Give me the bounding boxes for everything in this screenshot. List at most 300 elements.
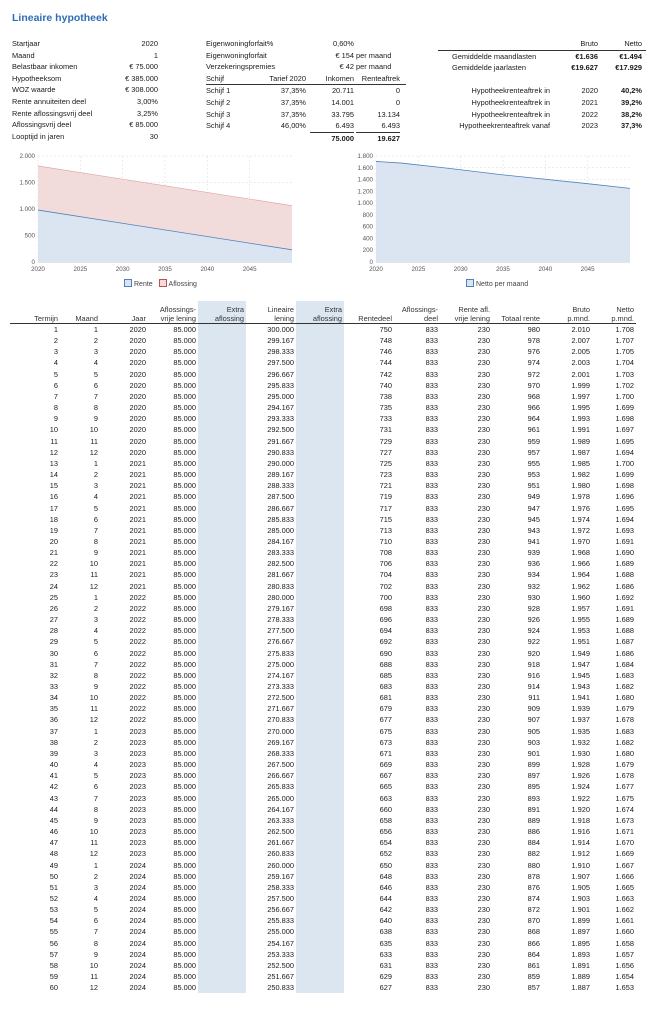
table-cell: 85.000 bbox=[173, 838, 196, 848]
table-cell: 262.500 bbox=[267, 827, 294, 837]
table-cell[interactable] bbox=[198, 670, 246, 681]
table-cell[interactable] bbox=[198, 592, 246, 603]
table-cell[interactable] bbox=[296, 581, 344, 592]
table-cell[interactable] bbox=[198, 949, 246, 960]
table-cell: 48 bbox=[49, 849, 58, 859]
table-row bbox=[10, 815, 636, 826]
input-value[interactable]: 2020 bbox=[141, 39, 158, 48]
table-cell: 2022 bbox=[129, 715, 146, 725]
table-cell: 230 bbox=[477, 860, 490, 870]
table-cell: 2021 bbox=[129, 559, 146, 569]
table-cell: 959 bbox=[527, 436, 540, 446]
table-cell: 230 bbox=[477, 492, 490, 502]
table-cell: 10 bbox=[89, 425, 98, 435]
table-cell[interactable] bbox=[198, 514, 246, 525]
table-cell[interactable] bbox=[296, 860, 344, 871]
table-cell: 1.678 bbox=[615, 771, 634, 781]
table-cell[interactable] bbox=[296, 614, 344, 625]
table-cell: 230 bbox=[477, 648, 490, 658]
table-cell: 1.982 bbox=[571, 470, 590, 480]
table-cell: 833 bbox=[425, 693, 438, 703]
table-cell[interactable] bbox=[296, 837, 344, 848]
table-cell: 2021 bbox=[129, 458, 146, 468]
table-cell[interactable] bbox=[198, 491, 246, 502]
table-cell: 833 bbox=[425, 648, 438, 658]
table-cell: 230 bbox=[477, 972, 490, 982]
input-value[interactable]: € 85.000 bbox=[129, 120, 158, 130]
y-tick-label: 1.200 bbox=[357, 188, 373, 196]
table-row bbox=[10, 871, 636, 882]
table-cell[interactable] bbox=[198, 569, 246, 580]
table-cell[interactable] bbox=[296, 815, 344, 826]
table-cell[interactable] bbox=[198, 636, 246, 647]
input-row bbox=[12, 119, 158, 131]
table-cell: 230 bbox=[477, 827, 490, 837]
table-cell: 1.901 bbox=[571, 905, 590, 915]
table-cell: 41 bbox=[49, 771, 58, 781]
table-cell: 6 bbox=[93, 782, 98, 792]
table-cell[interactable] bbox=[296, 447, 344, 458]
table-cell: 85.000 bbox=[173, 704, 196, 714]
table-cell: 1.697 bbox=[615, 425, 634, 435]
chart2-legend bbox=[466, 279, 528, 288]
table-cell[interactable] bbox=[296, 982, 344, 993]
input-value[interactable]: 3,00% bbox=[137, 96, 158, 106]
table-cell[interactable] bbox=[296, 391, 344, 402]
table-cell: 1.987 bbox=[571, 447, 590, 457]
verzekeringspremies-label: Verzekeringspremies bbox=[206, 62, 276, 72]
table-cell: 1.657 bbox=[615, 949, 634, 959]
table-cell: 85.000 bbox=[173, 737, 196, 747]
table-cell[interactable] bbox=[198, 458, 246, 469]
verzekeringspremies-value[interactable]: € 42 bbox=[339, 62, 354, 72]
table-cell: 8 bbox=[93, 938, 98, 948]
table-cell: 646 bbox=[379, 882, 392, 892]
table-cell: 230 bbox=[477, 815, 490, 825]
table-cell: 907 bbox=[527, 715, 540, 725]
table-cell: 746 bbox=[379, 347, 392, 357]
table-cell: 727 bbox=[379, 447, 392, 457]
input-value[interactable]: € 385.000 bbox=[125, 73, 158, 83]
table-cell[interactable] bbox=[296, 424, 344, 435]
table-cell[interactable] bbox=[198, 380, 246, 391]
table-cell[interactable] bbox=[198, 882, 246, 893]
table-cell: 2020 bbox=[129, 436, 146, 446]
column-header-line: Jaar bbox=[131, 314, 146, 323]
table-cell[interactable] bbox=[296, 335, 344, 346]
table-cell[interactable] bbox=[296, 759, 344, 770]
table-cell: 85.000 bbox=[173, 391, 196, 401]
table-cell[interactable] bbox=[296, 681, 344, 692]
table-cell: 230 bbox=[477, 849, 490, 859]
table-cell: 1.999 bbox=[571, 380, 590, 390]
table-cell[interactable] bbox=[198, 335, 246, 346]
table-cell[interactable] bbox=[198, 692, 246, 703]
table-cell[interactable] bbox=[198, 737, 246, 748]
column-header-line: Maand bbox=[75, 314, 98, 323]
table-cell[interactable] bbox=[296, 547, 344, 558]
table-cell: 6 bbox=[93, 514, 98, 524]
y-tick-label: 400 bbox=[362, 235, 373, 243]
table-cell: 6 bbox=[53, 380, 58, 390]
table-cell: 833 bbox=[425, 358, 438, 368]
table-cell[interactable] bbox=[296, 893, 344, 904]
table-cell[interactable] bbox=[296, 949, 344, 960]
table-cell: 28 bbox=[49, 626, 58, 636]
gem-jaar-label: Gemiddelde jaarlasten bbox=[452, 63, 526, 73]
table-cell[interactable] bbox=[296, 592, 344, 603]
input-label: Hypotheeksom bbox=[12, 73, 62, 83]
table-cell[interactable] bbox=[198, 938, 246, 949]
table-cell: 833 bbox=[425, 659, 438, 669]
table-cell: 876 bbox=[527, 882, 540, 892]
table-cell[interactable] bbox=[296, 491, 344, 502]
table-cell[interactable] bbox=[198, 369, 246, 380]
table-cell: 2022 bbox=[129, 637, 146, 647]
table-cell: 735 bbox=[379, 403, 392, 413]
table-cell[interactable] bbox=[198, 547, 246, 558]
table-cell[interactable] bbox=[296, 636, 344, 647]
table-cell[interactable] bbox=[296, 748, 344, 759]
table-cell: 715 bbox=[379, 514, 392, 524]
table-cell[interactable] bbox=[296, 971, 344, 982]
table-cell: 833 bbox=[425, 536, 438, 546]
table-cell[interactable] bbox=[296, 737, 344, 748]
input-value[interactable]: € 308.000 bbox=[125, 85, 158, 95]
table-cell: 292.500 bbox=[267, 425, 294, 435]
table-cell: 1.918 bbox=[571, 815, 590, 825]
table-cell: 1.932 bbox=[571, 737, 590, 747]
table-cell[interactable] bbox=[198, 391, 246, 402]
input-label: Rente annuiteiten deel bbox=[12, 96, 86, 106]
table-cell[interactable] bbox=[296, 357, 344, 368]
column-header-line: lening bbox=[274, 314, 294, 323]
table-row bbox=[10, 324, 636, 336]
table-cell: 85.000 bbox=[173, 693, 196, 703]
table-cell[interactable] bbox=[296, 324, 344, 336]
input-value[interactable]: 3,25% bbox=[137, 108, 158, 118]
table-cell[interactable] bbox=[296, 770, 344, 781]
table-cell[interactable] bbox=[198, 558, 246, 569]
total-renteaftrek: 19.627 bbox=[356, 132, 400, 145]
table-cell[interactable] bbox=[198, 447, 246, 458]
table-cell: 660 bbox=[379, 804, 392, 814]
table-cell: 259.167 bbox=[267, 871, 294, 881]
table-cell: 663 bbox=[379, 793, 392, 803]
table-cell: 733 bbox=[379, 414, 392, 424]
table-cell: 1.943 bbox=[571, 682, 590, 691]
column-header-line: Aflossings- bbox=[159, 305, 196, 314]
input-value[interactable]: 30 bbox=[149, 131, 158, 141]
table-cell: 9 bbox=[93, 414, 98, 424]
table-cell[interactable] bbox=[296, 503, 344, 514]
table-cell[interactable] bbox=[198, 480, 246, 491]
table-cell: 1.912 bbox=[571, 849, 590, 859]
table-cell[interactable] bbox=[296, 938, 344, 949]
table-cell[interactable] bbox=[296, 369, 344, 380]
table-cell[interactable] bbox=[198, 324, 246, 336]
table-cell: 978 bbox=[527, 336, 540, 346]
table-cell[interactable] bbox=[296, 558, 344, 569]
table-cell: 901 bbox=[527, 748, 540, 758]
table-cell[interactable] bbox=[198, 748, 246, 759]
table-cell[interactable] bbox=[198, 681, 246, 692]
table-cell[interactable] bbox=[296, 871, 344, 882]
table-cell: 1.905 bbox=[571, 882, 590, 892]
table-cell[interactable] bbox=[198, 826, 246, 837]
table-cell: 2023 bbox=[129, 737, 146, 747]
table-row bbox=[10, 346, 636, 357]
table-cell[interactable] bbox=[198, 781, 246, 792]
table-cell: 36 bbox=[49, 715, 58, 725]
table-row bbox=[10, 480, 636, 491]
table-cell[interactable] bbox=[296, 926, 344, 937]
table-cell: 4 bbox=[93, 893, 98, 903]
table-cell: 1.694 bbox=[615, 447, 634, 457]
column-header-line: Totaal rente bbox=[501, 314, 540, 323]
table-cell: 884 bbox=[527, 838, 540, 848]
table-cell[interactable] bbox=[198, 603, 246, 614]
table-cell: 85.000 bbox=[173, 960, 196, 970]
table-cell: 230 bbox=[477, 403, 490, 413]
y-tick-label: 1.800 bbox=[357, 153, 373, 160]
table-cell: 1.700 bbox=[615, 391, 634, 401]
table-cell: 870 bbox=[527, 916, 540, 926]
table-cell: 922 bbox=[527, 637, 540, 647]
table-cell: 961 bbox=[527, 425, 540, 435]
legend-netto: Netto per maand bbox=[476, 281, 529, 288]
table-cell: 9 bbox=[93, 548, 98, 558]
table-cell: 258.333 bbox=[267, 882, 294, 892]
table-cell: 972 bbox=[527, 369, 540, 379]
table-cell[interactable] bbox=[198, 703, 246, 714]
table-cell: 880 bbox=[527, 860, 540, 870]
table-cell: 54 bbox=[49, 916, 58, 926]
table-cell: 298.333 bbox=[267, 347, 294, 357]
table-cell[interactable] bbox=[198, 860, 246, 871]
column-header bbox=[440, 301, 492, 324]
table-cell[interactable] bbox=[198, 659, 246, 670]
table-cell: 2022 bbox=[129, 670, 146, 680]
table-cell: 833 bbox=[425, 682, 438, 691]
table-cell[interactable] bbox=[198, 759, 246, 770]
table-cell: 272.500 bbox=[267, 693, 294, 703]
legend-swatch-aflossing bbox=[159, 279, 167, 287]
table-cell[interactable] bbox=[296, 781, 344, 792]
column-header-line: Extra bbox=[226, 305, 244, 314]
table-cell[interactable] bbox=[198, 971, 246, 982]
table-cell[interactable] bbox=[296, 603, 344, 614]
table-cell[interactable] bbox=[198, 525, 246, 536]
table-cell: 230 bbox=[477, 503, 490, 513]
table-cell[interactable] bbox=[198, 837, 246, 848]
table-cell[interactable] bbox=[198, 346, 246, 357]
table-cell: 278.333 bbox=[267, 615, 294, 625]
eigenwoningforfait-value: € 154 bbox=[335, 50, 354, 60]
table-cell: 1.989 bbox=[571, 436, 590, 446]
table-cell[interactable] bbox=[296, 380, 344, 391]
table-cell[interactable] bbox=[296, 659, 344, 670]
table-cell[interactable] bbox=[198, 960, 246, 971]
table-cell[interactable] bbox=[296, 569, 344, 580]
table-cell: 230 bbox=[477, 949, 490, 959]
table-cell: 230 bbox=[477, 536, 490, 546]
table-cell: 974 bbox=[527, 358, 540, 368]
table-cell[interactable] bbox=[296, 625, 344, 636]
table-cell: 3 bbox=[53, 347, 58, 357]
table-row bbox=[10, 692, 636, 703]
table-cell[interactable] bbox=[296, 692, 344, 703]
table-cell[interactable] bbox=[296, 469, 344, 480]
table-row bbox=[10, 882, 636, 893]
table-cell: 1.935 bbox=[571, 726, 590, 736]
column-header-line: Aflossings- bbox=[401, 305, 438, 314]
table-cell: 230 bbox=[477, 715, 490, 725]
table-cell[interactable] bbox=[198, 581, 246, 592]
table-cell: 2024 bbox=[129, 916, 146, 926]
table-cell[interactable] bbox=[198, 625, 246, 636]
table-cell: 230 bbox=[477, 916, 490, 926]
table-cell[interactable] bbox=[198, 770, 246, 781]
table-cell[interactable] bbox=[198, 904, 246, 915]
table-cell[interactable] bbox=[296, 703, 344, 714]
table-cell: 721 bbox=[379, 481, 392, 491]
table-cell[interactable] bbox=[198, 926, 246, 937]
table-cell: 275.833 bbox=[267, 648, 294, 658]
table-cell[interactable] bbox=[296, 436, 344, 447]
table-cell[interactable] bbox=[198, 804, 246, 815]
table-cell: 740 bbox=[379, 380, 392, 390]
table-cell[interactable] bbox=[296, 904, 344, 915]
table-cell: 640 bbox=[379, 916, 392, 926]
table-cell: 924 bbox=[527, 626, 540, 636]
table-cell[interactable] bbox=[198, 915, 246, 926]
table-cell: 230 bbox=[477, 893, 490, 903]
table-cell: 85.000 bbox=[173, 726, 196, 736]
table-cell[interactable] bbox=[198, 614, 246, 625]
table-cell[interactable] bbox=[296, 848, 344, 859]
table-cell: 1.666 bbox=[615, 871, 634, 881]
column-header-line: vrije lening bbox=[454, 314, 490, 323]
table-cell: 1.669 bbox=[615, 849, 634, 859]
table-cell: 1.941 bbox=[571, 693, 590, 703]
table-row bbox=[10, 469, 636, 480]
table-cell[interactable] bbox=[198, 436, 246, 447]
input-label: Maand bbox=[12, 50, 35, 60]
renteaftrek-header: Renteaftrek bbox=[361, 73, 400, 83]
table-cell: 1.699 bbox=[615, 470, 634, 480]
table-cell[interactable] bbox=[198, 793, 246, 804]
table-cell: 2020 bbox=[129, 347, 146, 357]
table-cell[interactable] bbox=[198, 357, 246, 368]
table-cell[interactable] bbox=[296, 525, 344, 536]
table-cell[interactable] bbox=[296, 413, 344, 424]
table-cell[interactable] bbox=[198, 848, 246, 859]
table-cell: 265.000 bbox=[267, 793, 294, 803]
table-cell[interactable] bbox=[198, 648, 246, 659]
table-cell[interactable] bbox=[296, 458, 344, 469]
table-cell[interactable] bbox=[296, 960, 344, 971]
table-cell[interactable] bbox=[198, 536, 246, 547]
column-header bbox=[492, 301, 542, 324]
table-cell[interactable] bbox=[296, 346, 344, 357]
aftrek-row bbox=[438, 120, 646, 132]
table-cell: 1.962 bbox=[571, 581, 590, 591]
table-cell[interactable] bbox=[198, 413, 246, 424]
table-cell: 15 bbox=[49, 481, 58, 491]
table-cell[interactable] bbox=[198, 402, 246, 413]
table-cell: 5 bbox=[93, 369, 98, 379]
table-cell[interactable] bbox=[198, 982, 246, 993]
column-header-line: p.mnd. bbox=[611, 314, 634, 323]
table-cell: 1.995 bbox=[571, 403, 590, 413]
table-cell[interactable] bbox=[296, 670, 344, 681]
verzekeringspremies-unit: per maand bbox=[356, 62, 392, 72]
table-cell: 85.000 bbox=[173, 436, 196, 446]
table-cell: 700 bbox=[379, 592, 392, 602]
table-cell: 2.001 bbox=[571, 369, 590, 379]
table-cell: 3 bbox=[93, 748, 98, 758]
table-cell[interactable] bbox=[296, 648, 344, 659]
table-cell: 43 bbox=[49, 793, 58, 803]
table-cell[interactable] bbox=[296, 402, 344, 413]
table-cell[interactable] bbox=[296, 726, 344, 737]
table-cell: 631 bbox=[379, 960, 392, 970]
table-cell: 230 bbox=[477, 626, 490, 636]
table-cell: 6 bbox=[93, 648, 98, 658]
table-cell[interactable] bbox=[296, 536, 344, 547]
table-cell[interactable] bbox=[296, 882, 344, 893]
input-value[interactable]: € 75.000 bbox=[129, 62, 158, 72]
table-cell[interactable] bbox=[198, 726, 246, 737]
table-cell[interactable] bbox=[296, 514, 344, 525]
table-cell: 281.667 bbox=[267, 570, 294, 580]
column-header bbox=[60, 301, 100, 324]
y-tick-label: 500 bbox=[24, 232, 35, 240]
input-value[interactable]: 1 bbox=[153, 50, 158, 60]
table-cell: 29 bbox=[49, 637, 58, 647]
table-cell[interactable] bbox=[296, 804, 344, 815]
table-cell: 1.897 bbox=[571, 927, 590, 937]
table-cell: 1.688 bbox=[615, 626, 634, 636]
column-header bbox=[10, 301, 60, 324]
table-cell[interactable] bbox=[296, 915, 344, 926]
table-cell[interactable] bbox=[198, 714, 246, 725]
table-cell: 2021 bbox=[129, 503, 146, 513]
schijf-tarief: 37,35% bbox=[280, 97, 306, 107]
table-cell[interactable] bbox=[198, 815, 246, 826]
table-cell[interactable] bbox=[198, 469, 246, 480]
x-tick-label: 2025 bbox=[73, 266, 88, 273]
eigenwoningforfait-pct-value[interactable]: 0,60% bbox=[333, 39, 354, 48]
table-cell[interactable] bbox=[296, 480, 344, 491]
table-cell: 85.000 bbox=[173, 748, 196, 758]
table-cell: 268.333 bbox=[267, 748, 294, 758]
table-cell: 85.000 bbox=[173, 659, 196, 669]
table-cell: 1.665 bbox=[615, 882, 634, 892]
table-cell[interactable] bbox=[198, 503, 246, 514]
table-cell[interactable] bbox=[296, 793, 344, 804]
aftrek-label: Hypotheekrenteaftrek in bbox=[471, 109, 550, 119]
table-cell[interactable] bbox=[198, 871, 246, 882]
table-cell[interactable] bbox=[198, 424, 246, 435]
table-cell[interactable] bbox=[198, 893, 246, 904]
table-cell: 252.500 bbox=[267, 960, 294, 970]
table-cell[interactable] bbox=[296, 714, 344, 725]
schijf-name: Schijf 4 bbox=[206, 121, 231, 131]
table-cell[interactable] bbox=[296, 826, 344, 837]
table-cell: 250.833 bbox=[267, 983, 294, 993]
